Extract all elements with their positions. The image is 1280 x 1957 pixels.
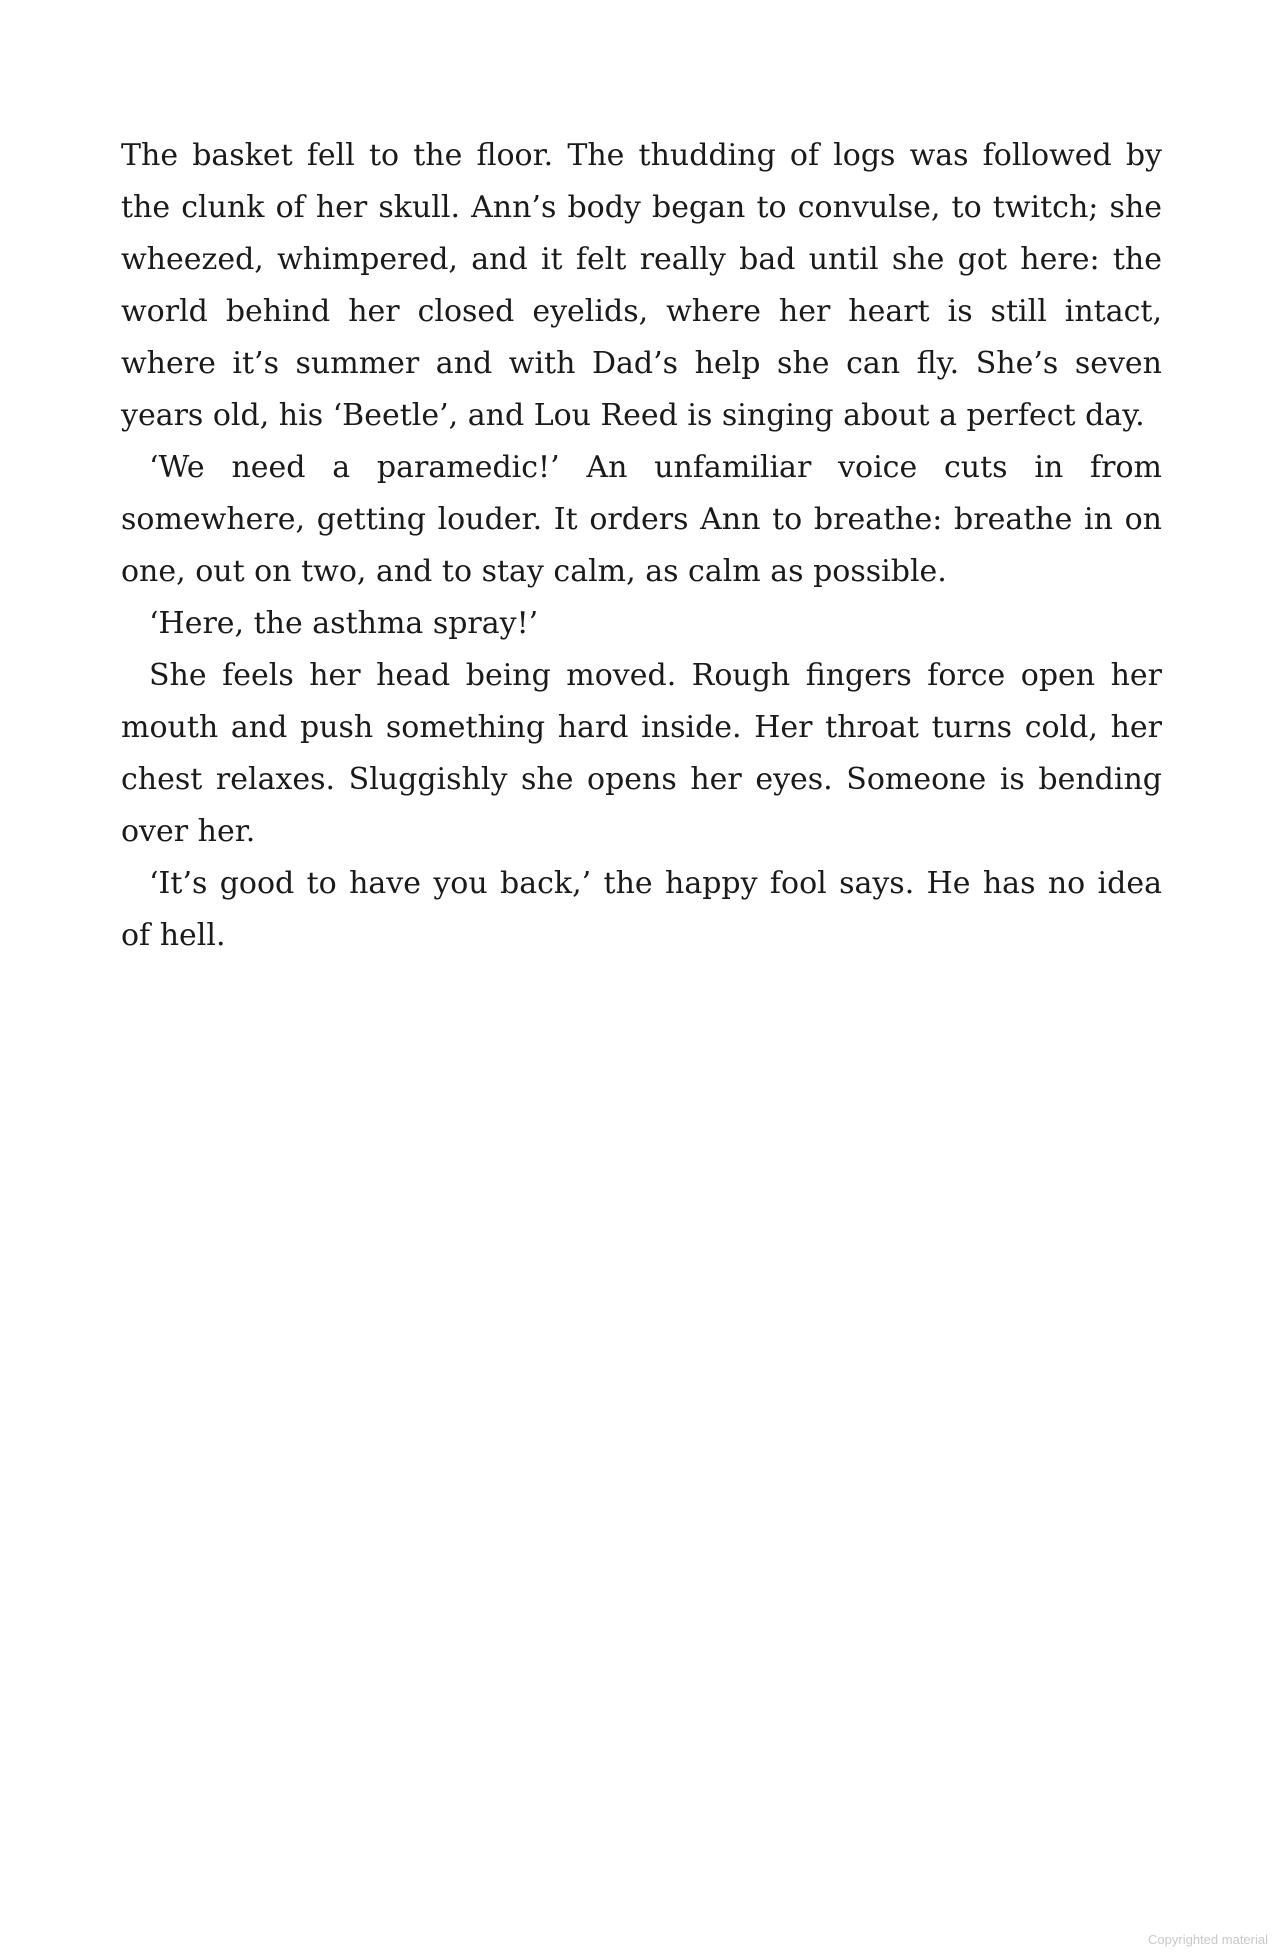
paragraph: The basket fell to the floor. The thudding of logs was followed by the clunk of her skull. Ann’s body began to convulse, to twitch; she wheezed, whimpered, and it felt really bad until she got here: the world behind her closed eyelids, where her heart is still intact, where it’s summer and with Dad’s help she can fly. She’s seven years old, his ‘Beetle’, and Lou Reed is singing about a perfect day. [121,138,1162,433]
paragraph: ‘It’s good to have you back,’ the happy fool says. He has no idea of hell. [121,866,1162,953]
copyright-watermark: Copyrighted material [1148,1932,1268,1947]
paragraph: ‘Here, the asthma spray!’ [149,606,539,641]
paragraph: She feels her head being moved. Rough fingers force open her mouth and push something hard inside. Her throat turns cold, her chest relaxes. Sluggishly she opens her eyes. Someone is bending over her. [121,658,1162,849]
paragraph: ‘We need a paramedic!’ An unfamiliar voice cuts in from somewhere, getting louder. It orders Ann to breathe: breathe in on one, out on two, and to stay calm, as calm as possible. [121,450,1162,589]
page-body-text [121,130,1162,962]
